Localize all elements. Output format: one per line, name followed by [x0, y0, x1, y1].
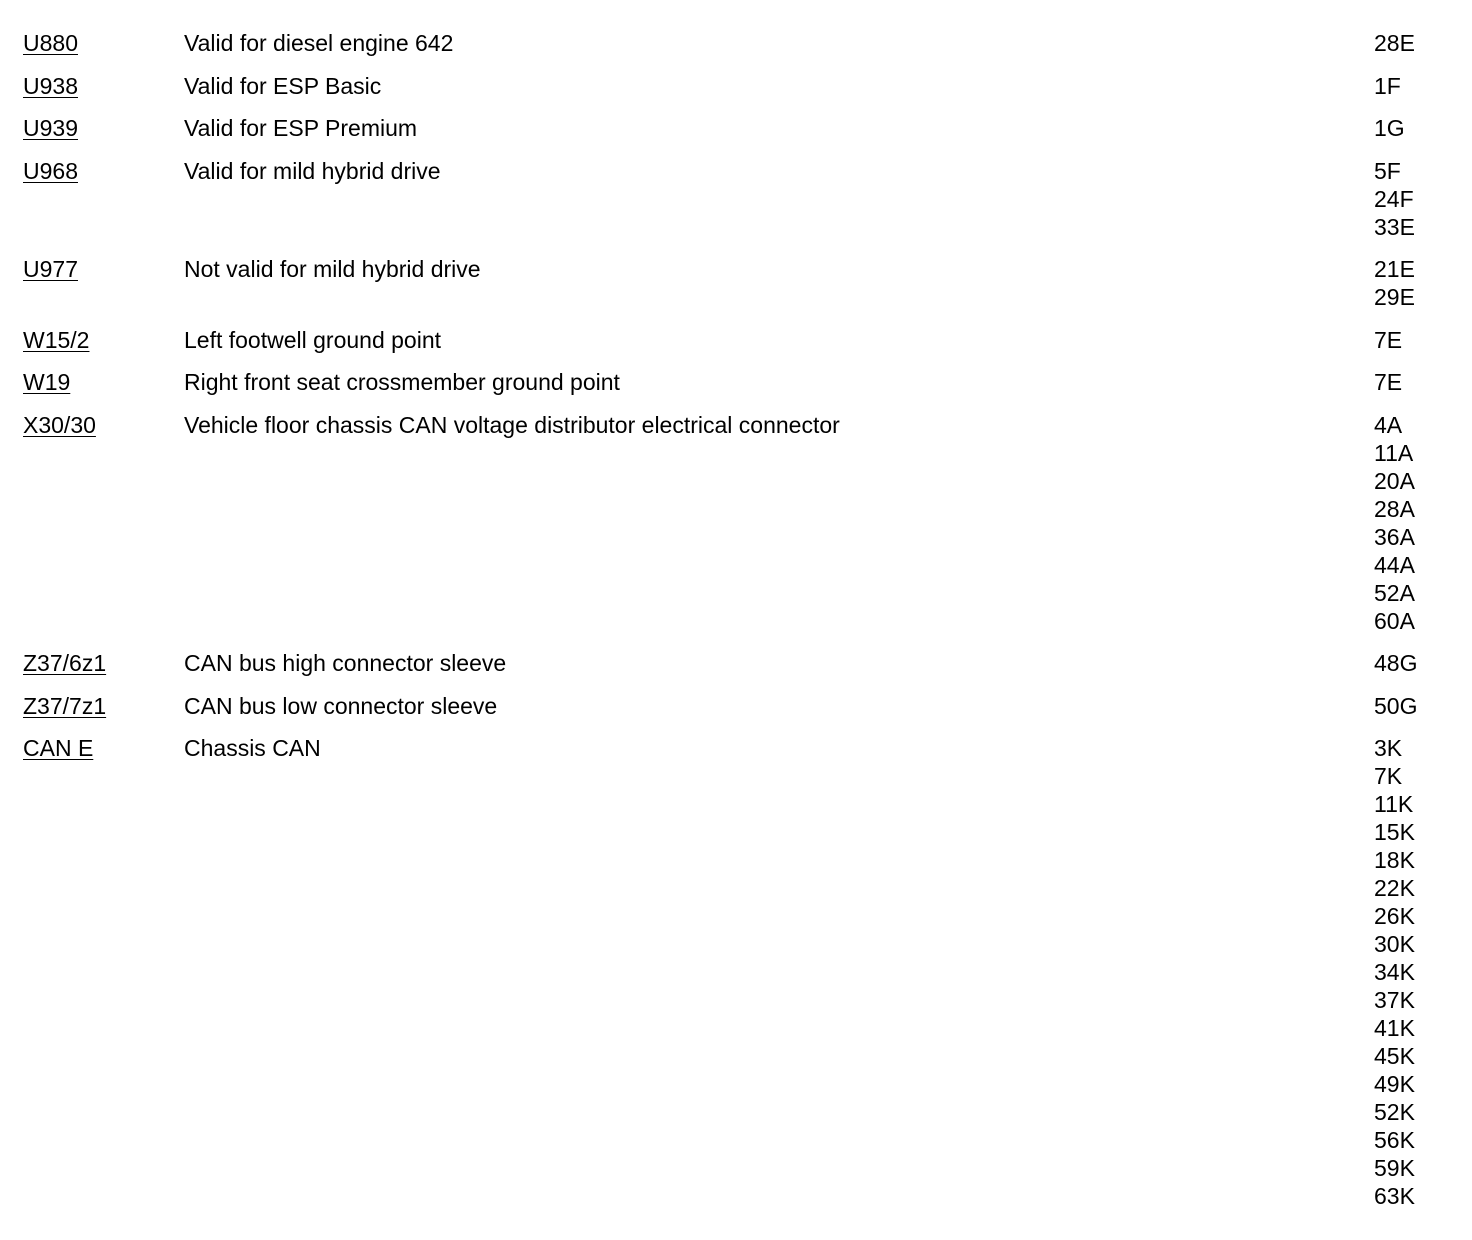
grid-reference: 28E [1374, 30, 1415, 56]
grid-reference: 34K [1374, 959, 1415, 985]
component-description: CAN bus low connector sleeve [184, 692, 498, 719]
grid-reference: 59K [1374, 1155, 1415, 1181]
grid-reference: 48G [1374, 650, 1418, 676]
grid-reference-list [1374, 692, 1472, 720]
legend-row [0, 157, 1472, 241]
grid-reference: 41K [1374, 1015, 1415, 1041]
grid-reference: 30K [1374, 931, 1415, 957]
grid-reference: 56K [1374, 1127, 1415, 1153]
grid-reference: 7E [1374, 369, 1403, 395]
grid-reference: 11K [1374, 791, 1414, 817]
component-description: Vehicle floor chassis CAN voltage distributor electrical connector [184, 411, 840, 438]
legend-row [0, 649, 1472, 677]
component-code-link[interactable]: CAN E [23, 735, 94, 761]
grid-reference: 49K [1374, 1071, 1415, 1097]
grid-reference: 3K [1374, 735, 1403, 761]
grid-reference: 11A [1374, 439, 1414, 466]
grid-reference-list [1374, 368, 1472, 396]
component-code-link[interactable]: U880 [23, 30, 78, 56]
component-code-link[interactable]: W15/2 [23, 326, 90, 353]
grid-reference-list [1374, 326, 1472, 354]
legend-row [0, 29, 1472, 57]
legend-row [0, 255, 1472, 311]
component-code-link[interactable]: U938 [23, 72, 78, 99]
grid-reference: 7K [1374, 763, 1403, 789]
component-code-link[interactable]: U968 [23, 157, 78, 184]
grid-reference: 15K [1374, 819, 1415, 845]
grid-reference: 26K [1374, 903, 1415, 929]
legend-row [0, 114, 1472, 142]
grid-reference-list [1374, 734, 1472, 1210]
grid-reference: 52K [1374, 1099, 1415, 1125]
grid-reference: 50G [1374, 692, 1418, 719]
grid-reference: 21E [1374, 256, 1415, 282]
grid-reference: 36A [1374, 523, 1415, 550]
grid-reference-list [1374, 255, 1472, 311]
grid-reference-list [1374, 649, 1472, 677]
component-code-link[interactable]: Z37/7z1 [23, 692, 107, 719]
legend-row [0, 411, 1472, 635]
grid-reference: 7E [1374, 326, 1403, 353]
grid-reference-list [1374, 72, 1472, 100]
component-code-link[interactable]: U977 [23, 256, 78, 282]
grid-reference-list [1374, 29, 1472, 57]
grid-reference: 22K [1374, 875, 1415, 901]
grid-reference: 20A [1374, 467, 1415, 494]
component-legend-list [0, 29, 1472, 1225]
component-code-link[interactable]: X30/30 [23, 411, 96, 438]
component-description: Valid for diesel engine 642 [184, 30, 454, 56]
component-code-link[interactable]: U939 [23, 115, 78, 141]
legend-row [0, 692, 1472, 720]
component-code-link[interactable]: Z37/6z1 [23, 650, 107, 676]
component-description: Valid for mild hybrid drive [184, 157, 441, 184]
component-description: Valid for ESP Basic [184, 72, 382, 99]
legend-row [0, 734, 1472, 1210]
grid-reference: 37K [1374, 987, 1415, 1013]
grid-reference: 4A [1374, 411, 1403, 438]
component-description: Not valid for mild hybrid drive [184, 256, 481, 282]
component-description: Chassis CAN [184, 735, 321, 761]
grid-reference: 33E [1374, 213, 1415, 240]
grid-reference-list [1374, 411, 1472, 635]
grid-reference: 60A [1374, 607, 1415, 634]
component-description: CAN bus high connector sleeve [184, 650, 507, 676]
component-description: Valid for ESP Premium [184, 115, 418, 141]
legend-row [0, 326, 1472, 354]
component-description: Right front seat crossmember ground point [184, 369, 620, 395]
component-description: Left footwell ground point [184, 326, 442, 353]
legend-row [0, 72, 1472, 100]
grid-reference: 28A [1374, 495, 1415, 522]
grid-reference: 24F [1374, 185, 1414, 212]
grid-reference-list [1374, 114, 1472, 142]
grid-reference-list [1374, 157, 1472, 241]
component-code-link[interactable]: W19 [23, 369, 71, 395]
grid-reference: 5F [1374, 157, 1401, 184]
grid-reference: 29E [1374, 284, 1415, 310]
grid-reference: 18K [1374, 847, 1415, 873]
grid-reference: 1G [1374, 115, 1405, 141]
grid-reference: 52A [1374, 579, 1415, 606]
grid-reference: 1F [1374, 72, 1401, 99]
grid-reference: 63K [1374, 1183, 1415, 1209]
grid-reference: 45K [1374, 1043, 1415, 1069]
grid-reference: 44A [1374, 551, 1415, 578]
legend-row [0, 368, 1472, 396]
